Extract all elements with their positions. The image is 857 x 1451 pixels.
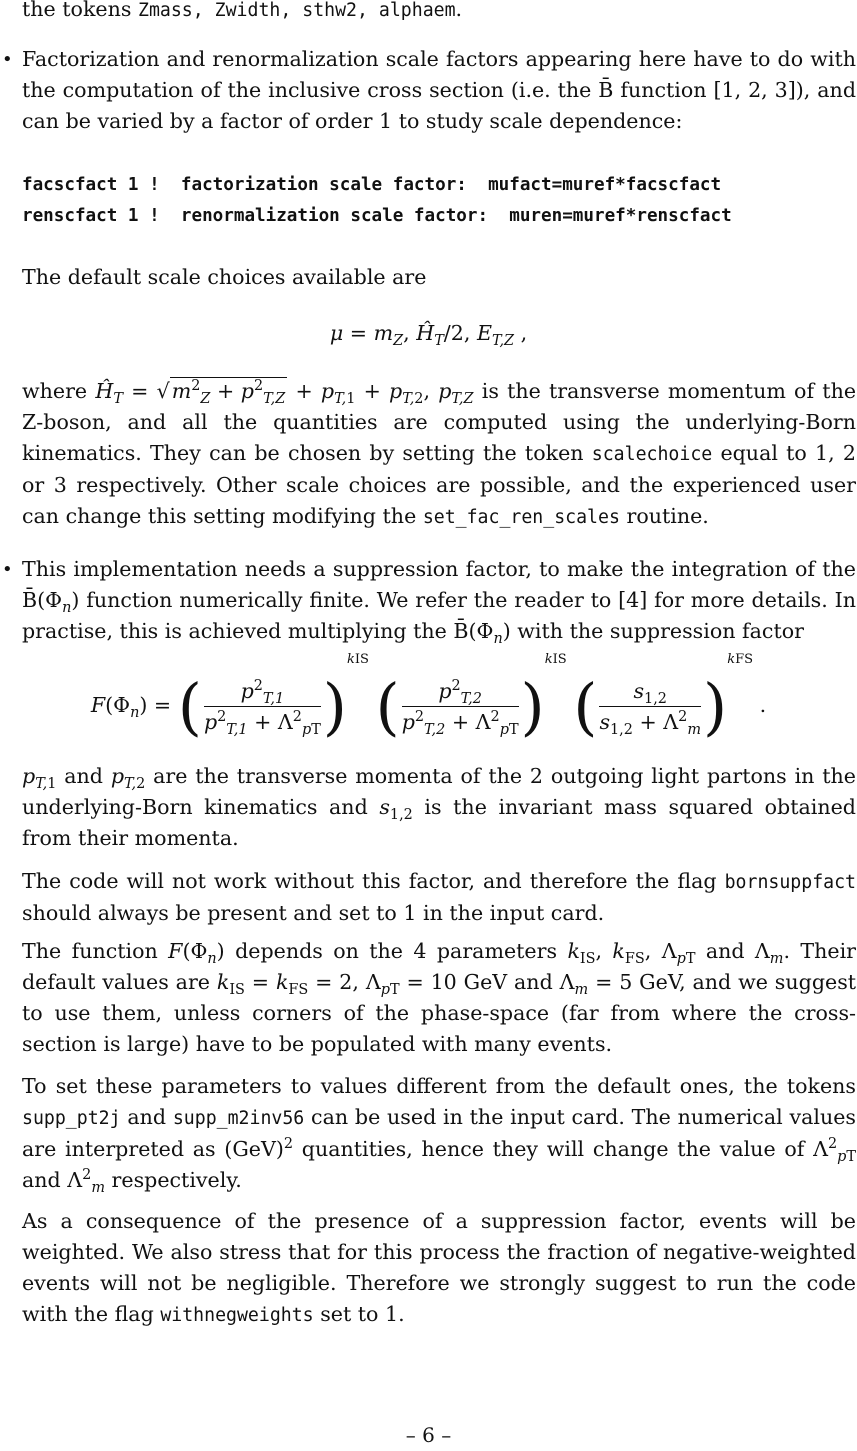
where-word: where (22, 379, 88, 403)
intro-period: . (455, 0, 463, 21)
intro-tokens: Zmass, Zwidth, sthw2, alphaem (138, 0, 456, 21)
tokens-and: and (127, 1105, 167, 1129)
code-line-renscfact: renscfact 1 ! renormalization scale factor: muren=muref*renscfact (22, 206, 732, 226)
where-text-c: equal to 1, 2 or 3 respectively. Other scale choices are possible, and the experienced user can change this setting modifying the (22, 441, 857, 528)
partons-text: are the transverse momenta of the 2 outgoing light partons in the underlying-Born kinematics and (22, 764, 856, 819)
bullet2-text-b: ) function numerically finite. We refer the reader to [4] for more details. In practise, this is achieved multiplying the B̄(Φ (22, 588, 856, 643)
parameters-text-c: Their default values are (22, 939, 857, 994)
tokens-text-d: respectively. (111, 1168, 242, 1192)
bullet-marker: • (2, 559, 13, 580)
equation-mu: $\mu = m_Z$, $Ĥ_T/2$, $E_{T,Z}$ , (329, 321, 528, 350)
intro-line (22, 0, 856, 26)
partons-paragraph: $p_{T,1}$ and $p_{T,2}$ are the transverse momenta of the 2 outgoing light partons in the underlying-Born kinematics and $s_{1,2}$ is the invariant mass squared obtained from their momenta. (22, 764, 856, 850)
negweights-paragraph (22, 1206, 856, 1331)
bullet2-text-c: ) with the suppression factor (502, 619, 804, 643)
bullet2-text-a: This implementation needs a suppression factor, to make the integration of the B̄(Φ (22, 557, 856, 612)
token-scalechoice: scalechoice (591, 444, 713, 465)
bornsupp-text-a: The code will not work without this factor, and therefore the flag (22, 869, 717, 893)
tokens-text-c: quantities, hence they will change the value of (301, 1137, 805, 1161)
where-text-b: is the transverse momentum of the Z-boson, and all the quantities are computed using the underlying-Born kinematics. They can be chosen by setting the token (22, 379, 857, 465)
where-paragraph: where $Ĥ_T = √m^2_Z + p^2_{T,Z} + p_{T,1} + p_{T,2}$, $p_{T,Z}$ is the transverse momentum of the Z-boson, and all the quantities are computed using the underlying-Born kinematics. They can be chosen by setting the token scalechoice equal to 1, 2 or 3 respectively. Other scale choices are possible, and the experienced user can change this setting modifying the set_fac_ren_scales routine. (22, 378, 857, 528)
token-set-fac-ren-scales: set_fac_ren_scales (422, 507, 620, 528)
code-line-facscfact: facscfact 1 ! factorization scale factor: mufact=muref*facscfact (22, 175, 722, 195)
parameters-text-e: = 5 GeV, and we suggest to use them, unless corners of the phase-space (far from where the cross-section is large) have to be populated with many events. (22, 970, 857, 1056)
bornsupp-text-b: should always be present and set to 1 in the input card. (22, 901, 605, 925)
bullet-marker: • (2, 49, 13, 70)
bornsupp-paragraph (22, 866, 856, 929)
negweights-text-b: set to 1. (320, 1302, 405, 1326)
token-bornsuppfact: bornsuppfact (724, 872, 856, 893)
token-supp-m2inv56: supp_m2inv56 (172, 1108, 305, 1129)
where-text-d: routine. (626, 504, 709, 528)
negweights-text-a: As a consequence of the presence of a suppression factor, events will be weighted. We also stress that for this process the fraction of negative-weighted events will not be negligible. Therefore we strongly suggest to run the code with the flag (22, 1209, 856, 1326)
partons-text-b: is the invariant mass squared obtained from their momenta. (22, 795, 856, 850)
tokens-paragraph: To set these parameters to values different from the default ones, the tokens supp_pt2j and supp_m2inv56 can be used in the input card. The numerical values are interpreted as (GeV)$^2$ quantities, hence they will change the value of $\Lambda^2_{pT}$ and $\Lambda^2_m$ respectively. (22, 1074, 857, 1197)
tokens-text-b: can be used in the input card. The numerical values are interpreted as (GeV) (22, 1105, 857, 1161)
bullet2-paragraph: This implementation needs a suppression factor, to make the integration of the $B̄(\Phi_n)$ function numerically finite. We refer the reader to [4] for more details. In practise, this is achieved multiplying the $B̄(\Phi_n)$ with the suppression factor (22, 557, 856, 648)
token-withnegweights: withnegweights (160, 1305, 314, 1326)
tokens-text-a: To set these parameters to values different from the default ones, the tokens (22, 1074, 856, 1098)
parameters-text-a: The function (22, 939, 158, 963)
parameters-paragraph: The function $F(\Phi_n)$ depends on the 4 parameters $k_{IS}$, $k_{FS}$, $\Lambda_{pT}$ and $\Lambda_m$. Their default values are $k_{IS} = k_{FS} = 2$, $\Lambda_{pT} = 10$ GeV and $\Lambda_m = 5$ GeV, and we suggest to use them, unless corners of the phase-space (far from where the cross-section is large) have to be populated with many events. (22, 939, 857, 1056)
parameters-text-b: depends on the 4 parameters (235, 939, 558, 963)
default-choices-text: The default scale choices available are (22, 265, 427, 289)
bullet1-paragraph: Factorization and renormalization scale factors appearing here have to do with the computation of the inclusive cross section (i.e. the B̄ function [1, 2, 3]), and can be varied by a factor of order 1 to study scale dependence: (22, 47, 856, 133)
equation-suppression: $F(\Phi_n)$ = ( $\frac{p^2_{T,1}}{p^2_{T,1} + \Lambda^2_{pT}}$ )$^{kIS}$ ( $\frac{p^2_{T,2}}{p^2_{T,2} + \Lambda^2_{pT}}$ )$^{kIS}$ ( $\frac{s_{1,2}}{s_{1,2} + \Lambda^2_m}$ )$^{kFS}$ . (90, 652, 767, 743)
page-number: – 6 – (405, 1423, 452, 1447)
token-supp-pt2j: supp_pt2j (22, 1108, 121, 1129)
parameters-text-d: = 10 GeV and (406, 970, 553, 994)
intro-text: the tokens (22, 0, 138, 21)
